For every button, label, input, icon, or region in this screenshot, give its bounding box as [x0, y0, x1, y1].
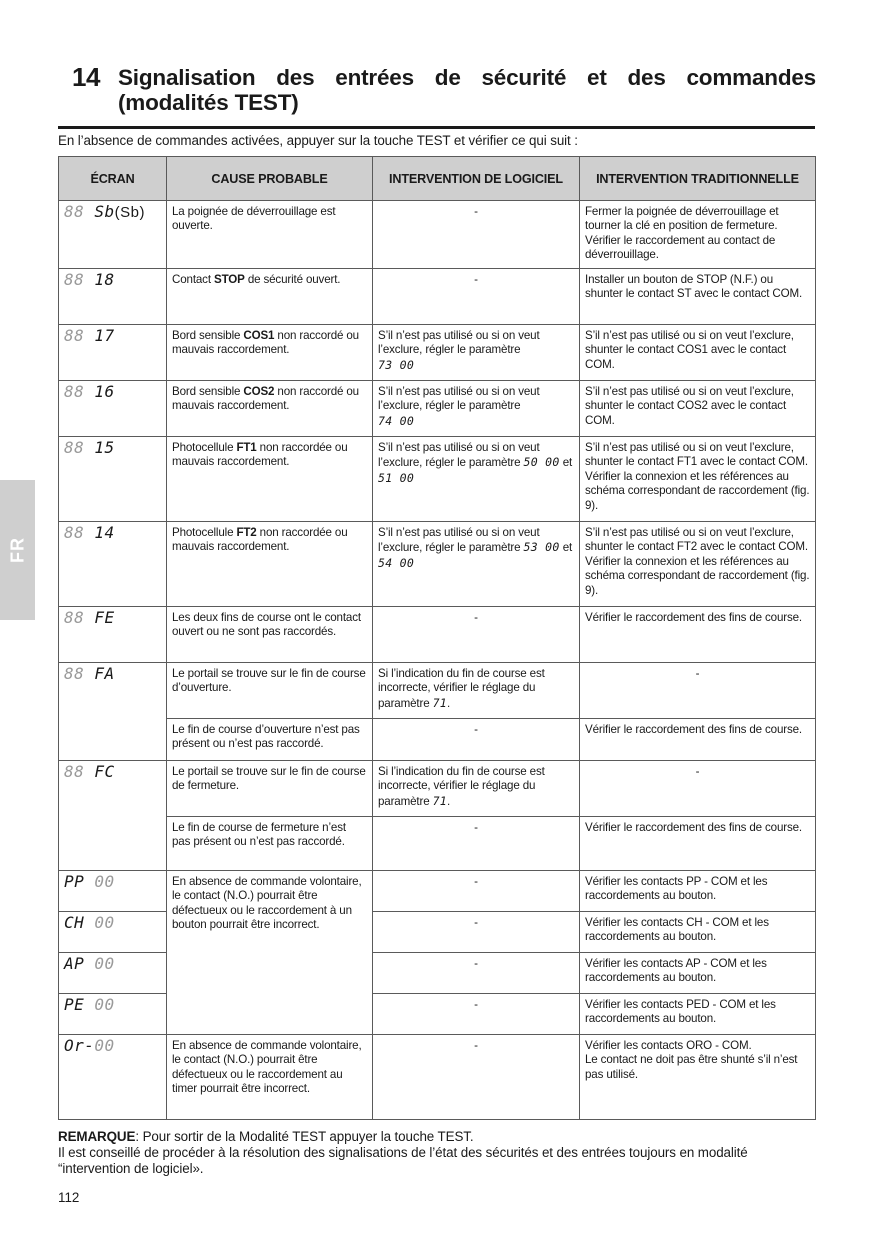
lcd-display: PE 00	[64, 995, 115, 1014]
cause-cell: Bord sensible COS1 non raccordé ou mauvais raccordement.	[167, 325, 373, 381]
screen-cell	[59, 994, 167, 1035]
screen-cell	[59, 912, 167, 953]
intro-text: En l’absence de commandes activées, appuyer sur la touche TEST et vérifier ce qui suit :	[58, 133, 578, 148]
software-cell: -	[373, 912, 580, 953]
software-cell: S’il n’est pas utilisé ou si on veut l’exclure, régler le paramètre 74 00	[373, 381, 580, 437]
lcd-display: 88 Sb(Sb)	[64, 202, 146, 221]
cause-cell: En absence de commande volontaire, le contact (N.O.) pourrait être défectueux ou le raccordement au timer pourrait être incorrect.	[167, 1035, 373, 1120]
table-row	[59, 381, 816, 437]
lcd-display: 88 FC	[64, 762, 115, 781]
software-cell: -	[373, 719, 580, 761]
cause-cell: Bord sensible COS2 non raccordé ou mauvais raccordement.	[167, 381, 373, 437]
table-row	[59, 522, 816, 607]
screen-cell	[59, 953, 167, 994]
screen-cell	[59, 522, 167, 607]
cause-cell: La poignée de déverrouillage est ouverte.	[167, 201, 373, 269]
software-cell: -	[373, 269, 580, 325]
traditional-cell: Vérifier le raccordement des fins de course.	[580, 719, 816, 761]
software-cell: -	[373, 871, 580, 912]
lcd-display: 88 FE	[64, 608, 115, 627]
lcd-display: 88 18	[64, 270, 115, 289]
table-row	[59, 437, 816, 522]
software-cell: S’il n’est pas utilisé ou si on veut l’exclure, régler le paramètre 53 00 et 54 00	[373, 522, 580, 607]
software-cell: Si l’indication du fin de course est incorrecte, vérifier le réglage du paramètre 71.	[373, 663, 580, 719]
remark-advice: Il est conseillé de procéder à la résolution des signalisations de l’état des sécurités et des entrées toujours en modalité “intervention de logiciel».	[58, 1145, 748, 1176]
cause-cell: Photocellule FT1 non raccordée ou mauvais raccordement.	[167, 437, 373, 522]
traditional-cell: Vérifier les contacts PED - COM et les raccordements au bouton.	[580, 994, 816, 1035]
table-row	[59, 761, 816, 817]
table-row	[59, 719, 816, 761]
software-cell: -	[373, 994, 580, 1035]
traditional-cell: -	[580, 761, 816, 817]
cause-cell: Le portail se trouve sur le fin de course de fermeture.	[167, 761, 373, 817]
parameter-code: 53 00	[523, 540, 560, 555]
header-traditional: INTERVENTION TRADITIONNELLE	[580, 157, 816, 201]
section-title: Signalisation des entrées de sécurité et des commandes (modalités TEST)	[118, 65, 816, 115]
table-row	[59, 1035, 816, 1120]
parameter-code: 71	[432, 793, 448, 808]
software-cell: S’il n’est pas utilisé ou si on veut l’exclure, régler le paramètre 73 00	[373, 325, 580, 381]
software-cell: -	[373, 1035, 580, 1120]
cause-cell: Le fin de course de fermeture n’est pas présent ou n’est pas raccordé.	[167, 817, 373, 871]
traditional-cell: S’il n’est pas utilisé ou si on veut l’exclure, shunter le contact COS1 avec le contact COM.	[580, 325, 816, 381]
diagnostic-table	[58, 156, 816, 1120]
traditional-cell: Vérifier le raccordement des fins de course.	[580, 607, 816, 663]
heading-rule	[58, 126, 815, 129]
software-cell: Si l’indication du fin de course est incorrecte, vérifier le réglage du paramètre 71.	[373, 761, 580, 817]
table-header-row	[59, 157, 816, 201]
screen-cell	[59, 1035, 167, 1120]
remark-label: REMARQUE	[58, 1129, 136, 1144]
lcd-display: 88 15	[64, 438, 115, 457]
software-cell: -	[373, 817, 580, 871]
parameter-code: 54 00	[378, 555, 415, 570]
parameter-code: 73 00	[378, 357, 415, 372]
traditional-cell: S’il n’est pas utilisé ou si on veut l’exclure, shunter le contact COS2 avec le contact COM.	[580, 381, 816, 437]
software-cell: -	[373, 607, 580, 663]
screen-cell	[59, 663, 167, 761]
screen-cell	[59, 761, 167, 871]
traditional-cell: Vérifier les contacts CH - COM et les raccordements au bouton.	[580, 912, 816, 953]
header-cause: CAUSE PROBABLE	[167, 157, 373, 201]
parameter-code: 50 00	[523, 455, 560, 470]
screen-cell	[59, 607, 167, 663]
parameter-code: 51 00	[378, 470, 415, 485]
software-cell: -	[373, 953, 580, 994]
screen-cell	[59, 381, 167, 437]
traditional-cell: S’il n’est pas utilisé ou si on veut l’exclure, shunter le contact FT1 avec le contact COM. Vérifier la connexion et les références au schéma correspondant de raccordement (fig. 9).	[580, 437, 816, 522]
screen-cell	[59, 871, 167, 912]
lcd-display: AP 00	[64, 954, 115, 973]
traditional-cell: Vérifier les contacts PP - COM et les raccordements au bouton.	[580, 871, 816, 912]
header-screen: ÉCRAN	[59, 157, 167, 201]
table-row	[59, 325, 816, 381]
software-cell: -	[373, 201, 580, 269]
lcd-display: 88 FA	[64, 664, 115, 683]
traditional-cell: S’il n’est pas utilisé ou si on veut l’exclure, shunter le contact FT2 avec le contact COM. Vérifier la connexion et les références au schéma correspondant de raccordement (fig. 9).	[580, 522, 816, 607]
lcd-display: 88 14	[64, 523, 115, 542]
section-number: 14	[72, 62, 100, 92]
parameter-code: 74 00	[378, 413, 415, 428]
screen-cell	[59, 325, 167, 381]
cause-cell: Photocellule FT2 non raccordée ou mauvais raccordement.	[167, 522, 373, 607]
cause-cell: En absence de commande volontaire, le contact (N.O.) pourrait être défectueux ou le raccordement à un bouton pourrait être incorrect.	[167, 871, 373, 1035]
table-row	[59, 607, 816, 663]
header-software: INTERVENTION DE LOGICIEL	[373, 157, 580, 201]
traditional-cell: -	[580, 663, 816, 719]
table-row	[59, 201, 816, 269]
table-row	[59, 871, 816, 912]
traditional-cell: Vérifier le raccordement des fins de course.	[580, 817, 816, 871]
cause-cell: Contact STOP de sécurité ouvert.	[167, 269, 373, 325]
language-tab: FR	[0, 480, 35, 620]
screen-cell	[59, 437, 167, 522]
lcd-display: 88 16	[64, 382, 115, 401]
cause-cell: Le portail se trouve sur le fin de course d’ouverture.	[167, 663, 373, 719]
traditional-cell: Vérifier les contacts AP - COM et les raccordements au bouton.	[580, 953, 816, 994]
lcd-display: PP 00	[64, 872, 115, 891]
cause-cell: Les deux fins de course ont le contact ouvert ou ne sont pas raccordés.	[167, 607, 373, 663]
screen-cell	[59, 201, 167, 269]
cause-cell: Le fin de course d’ouverture n’est pas présent ou n’est pas raccordé.	[167, 719, 373, 761]
traditional-cell: Fermer la poignée de déverrouillage et tourner la clé en position de fermeture. Vérifier le raccordement au contact de déverrouillage.	[580, 201, 816, 269]
lcd-display: CH 00	[64, 913, 115, 932]
traditional-cell: Installer un bouton de STOP (N.F.) ou shunter le contact ST avec le contact COM.	[580, 269, 816, 325]
lcd-display: Or-00	[64, 1036, 115, 1055]
table-row	[59, 269, 816, 325]
table-row	[59, 817, 816, 871]
traditional-cell: Vérifier les contacts ORO - COM. Le contact ne doit pas être shunté s’il n’est pas utilisé.	[580, 1035, 816, 1120]
remark-note: REMARQUE: Pour sortir de la Modalité TEST appuyer la touche TEST. Il est conseillé de procéder à la résolution des signalisations de l’état des sécurités et des entrées toujours en modalité “intervention de logiciel».	[58, 1129, 748, 1176]
screen-cell	[59, 269, 167, 325]
page-number: 112	[58, 1190, 80, 1205]
lcd-display: 88 17	[64, 326, 115, 345]
software-cell: S’il n’est pas utilisé ou si on veut l’exclure, régler le paramètre 50 00 et 51 00	[373, 437, 580, 522]
table-row	[59, 663, 816, 719]
parameter-code: 71	[432, 695, 448, 710]
